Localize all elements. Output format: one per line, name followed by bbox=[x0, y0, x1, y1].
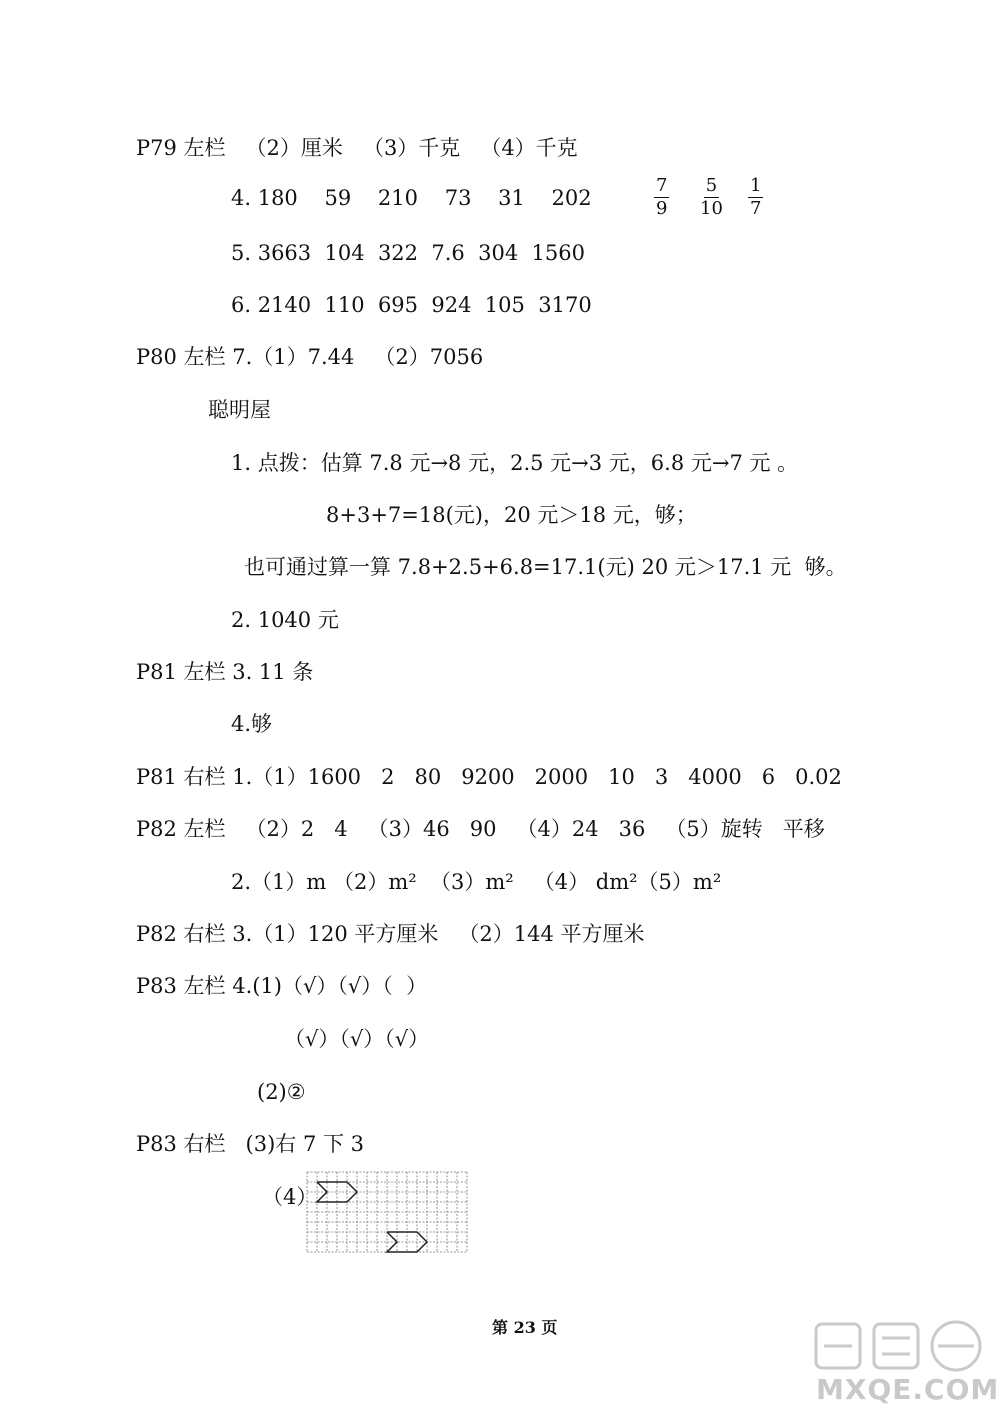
watermark-logo-icon bbox=[806, 1318, 996, 1374]
fraction-2 bbox=[698, 176, 725, 219]
line-p83-left-q4: P83 左栏 4.(1)（√）（√）（ ） bbox=[136, 974, 428, 998]
fraction-numerator: 5 bbox=[705, 175, 718, 196]
line-p81-right-q1: P81 右栏 1.（1）1600 2 80 9200 2000 10 3 4000 6 0.02 bbox=[136, 765, 842, 789]
fraction-3 bbox=[748, 176, 763, 219]
watermark-text: MXQE.COM bbox=[816, 1373, 1000, 1406]
fraction-numerator: 1 bbox=[750, 175, 762, 196]
grid-lines bbox=[307, 1172, 468, 1252]
watermark bbox=[806, 1318, 1000, 1410]
line-p83-right-q4-label: （4） bbox=[262, 1185, 318, 1209]
fraction-1 bbox=[654, 176, 669, 219]
line-p83-right-q3: P83 右栏 (3)右 7 下 3 bbox=[136, 1132, 365, 1156]
line-p82-right-q3: P82 右栏 3.（1）120 平方厘米 （2）144 平方厘米 bbox=[136, 922, 645, 946]
line-p82-left-q2: 2.（1）m （2）m² （3）m² （4） dm²（5）m² bbox=[231, 870, 722, 894]
fraction-denominator: 7 bbox=[750, 198, 762, 219]
page-footer: 第 23 页 bbox=[492, 1318, 558, 1337]
line-q2-1040: 2. 1040 元 bbox=[231, 608, 339, 632]
line-p81-left-q4: 4.够 bbox=[231, 712, 273, 736]
line-p79-q6: 6. 2140 110 695 924 105 3170 bbox=[231, 293, 592, 317]
line-p82-left: P82 左栏 （2）2 4 （3）46 90 （4）24 36 （5）旋转 平移 bbox=[136, 817, 825, 841]
fraction-denominator: 10 bbox=[700, 198, 723, 219]
fraction-denominator: 9 bbox=[656, 198, 668, 219]
line-hint-alt: 也可通过算一算 7.8+2.5+6.8=17.1(元) 20 元＞17.1 元 够。 bbox=[244, 555, 847, 579]
line-p79-q5: 5. 3663 104 322 7.6 304 1560 bbox=[231, 241, 585, 265]
line-p79-units: P79 左栏 （2）厘米 （3）千克 （4）千克 bbox=[136, 136, 578, 160]
line-hint-estimate: 1. 点拨：估算 7.8 元→8 元，2.5 元→3 元，6.8 元→7 元 。 bbox=[231, 451, 799, 475]
grid-diagram bbox=[305, 1170, 475, 1262]
line-p81-left-q3: P81 左栏 3. 11 条 bbox=[136, 660, 314, 684]
line-p83-left-q4-2: (2)② bbox=[257, 1080, 306, 1104]
line-p83-left-q4-row2: （√）（√）（√） bbox=[284, 1027, 430, 1051]
line-p79-q4: 4. 180 59 210 73 31 202 bbox=[231, 186, 592, 210]
section-title-congmingwu: 聪明屋 bbox=[208, 398, 271, 422]
fraction-numerator: 7 bbox=[656, 175, 668, 196]
line-p80-q7: P80 左栏 7.（1）7.44 （2）7056 bbox=[136, 345, 484, 369]
line-hint-sum: 8+3+7=18(元)，20 元＞18 元，够； bbox=[326, 503, 697, 527]
